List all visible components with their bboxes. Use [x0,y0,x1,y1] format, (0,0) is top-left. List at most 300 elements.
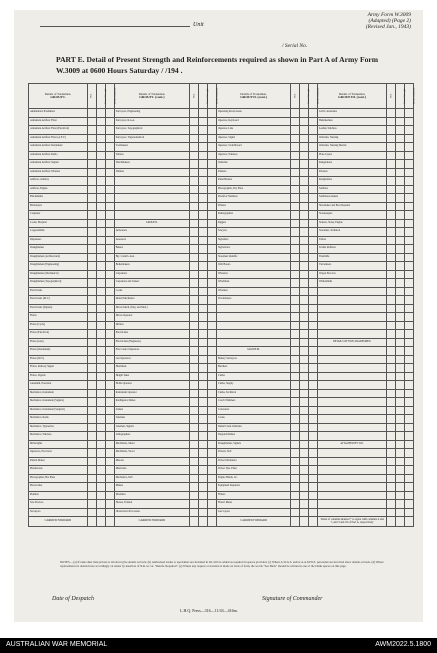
entry-cell[interactable] [387,228,396,237]
entry-cell[interactable] [87,194,96,203]
entry-cell[interactable] [96,432,105,441]
entry-cell[interactable] [300,355,309,364]
entry-cell[interactable] [208,355,217,364]
entry-cell[interactable] [396,372,405,381]
entry-cell[interactable] [309,236,318,245]
entry-cell[interactable] [105,177,114,186]
entry-cell[interactable] [291,457,300,466]
entry-cell[interactable] [190,287,199,296]
entry-cell[interactable] [87,330,96,339]
entry-cell[interactable] [396,347,405,356]
entry-cell[interactable] [199,202,208,211]
entry-cell[interactable] [190,440,199,449]
entry-cell[interactable] [96,415,105,424]
entry-cell[interactable] [87,372,96,381]
entry-cell[interactable] [208,253,217,262]
entry-cell[interactable] [309,270,318,279]
entry-cell[interactable] [105,245,114,254]
entry-cell[interactable] [190,500,199,509]
entry-cell[interactable] [199,364,208,373]
entry-cell[interactable] [300,398,309,407]
entry-cell[interactable] [396,364,405,373]
entry-cell[interactable] [387,245,396,254]
entry-cell[interactable] [300,262,309,271]
entry-cell[interactable] [291,219,300,228]
entry-cell[interactable] [387,517,396,527]
entry-cell[interactable] [105,253,114,262]
entry-cell[interactable] [208,517,217,527]
entry-cell[interactable] [199,236,208,245]
entry-cell[interactable] [405,168,414,177]
entry-cell[interactable] [96,347,105,356]
entry-cell[interactable] [105,406,114,415]
entry-cell[interactable] [300,228,309,237]
entry-cell[interactable] [300,279,309,288]
entry-cell[interactable] [190,491,199,500]
entry-cell[interactable] [96,160,105,169]
entry-cell[interactable] [199,372,208,381]
entry-cell[interactable] [208,279,217,288]
entry-cell[interactable] [309,228,318,237]
entry-cell[interactable] [199,211,208,220]
entry-cell[interactable] [300,466,309,475]
entry-cell[interactable] [105,398,114,407]
entry-cell[interactable] [199,415,208,424]
entry-cell[interactable] [190,517,199,527]
entry-cell[interactable] [291,296,300,305]
entry-cell[interactable] [199,389,208,398]
entry-cell[interactable] [291,262,300,271]
entry-cell[interactable] [396,338,405,347]
entry-cell[interactable] [208,236,217,245]
entry-cell[interactable] [300,474,309,483]
entry-cell[interactable] [190,279,199,288]
entry-cell[interactable] [208,321,217,330]
entry-cell[interactable] [396,168,405,177]
entry-cell[interactable] [105,491,114,500]
entry-cell[interactable] [300,109,309,118]
entry-cell[interactable] [396,491,405,500]
entry-cell[interactable] [300,372,309,381]
entry-cell[interactable] [96,491,105,500]
entry-cell[interactable] [105,160,114,169]
entry-cell[interactable] [208,177,217,186]
entry-cell[interactable] [199,313,208,322]
entry-cell[interactable] [96,253,105,262]
entry-cell[interactable] [291,117,300,126]
entry-cell[interactable] [208,304,217,313]
entry-cell[interactable] [309,296,318,305]
entry-cell[interactable] [190,177,199,186]
entry-cell[interactable] [300,449,309,458]
entry-cell[interactable] [396,253,405,262]
entry-cell[interactable] [87,457,96,466]
entry-cell[interactable] [199,304,208,313]
entry-cell[interactable] [387,321,396,330]
entry-cell[interactable] [405,262,414,271]
entry-cell[interactable] [300,364,309,373]
entry-cell[interactable] [387,406,396,415]
entry-cell[interactable] [96,279,105,288]
entry-cell[interactable] [300,508,309,517]
entry-cell[interactable] [96,202,105,211]
entry-cell[interactable] [300,117,309,126]
entry-cell[interactable] [105,270,114,279]
entry-cell[interactable] [208,109,217,118]
entry-cell[interactable] [199,270,208,279]
entry-cell[interactable] [190,406,199,415]
entry-cell[interactable] [387,160,396,169]
entry-cell[interactable] [96,168,105,177]
entry-cell[interactable] [96,466,105,475]
entry-cell[interactable] [309,508,318,517]
entry-cell[interactable] [300,381,309,390]
entry-cell[interactable] [396,117,405,126]
entry-cell[interactable] [405,236,414,245]
entry-cell[interactable] [405,432,414,441]
entry-cell[interactable] [291,440,300,449]
entry-cell[interactable] [190,338,199,347]
entry-cell[interactable] [199,177,208,186]
entry-cell[interactable] [190,143,199,152]
entry-cell[interactable] [87,406,96,415]
entry-cell[interactable] [87,432,96,441]
entry-cell[interactable] [291,228,300,237]
entry-cell[interactable] [96,364,105,373]
entry-cell[interactable] [309,313,318,322]
entry-cell[interactable] [96,313,105,322]
entry-cell[interactable] [291,185,300,194]
entry-cell[interactable] [190,296,199,305]
entry-cell[interactable] [96,338,105,347]
entry-cell[interactable] [87,321,96,330]
entry-cell[interactable] [405,338,414,347]
entry-cell[interactable] [396,134,405,143]
entry-cell[interactable] [105,508,114,517]
entry-cell[interactable] [300,321,309,330]
entry-cell[interactable] [387,185,396,194]
entry-cell[interactable] [300,500,309,509]
entry-cell[interactable] [96,355,105,364]
entry-cell[interactable] [96,500,105,509]
entry-cell[interactable] [105,211,114,220]
entry-cell[interactable] [387,364,396,373]
entry-cell[interactable] [105,228,114,237]
entry-cell[interactable] [87,270,96,279]
entry-cell[interactable] [199,160,208,169]
entry-cell[interactable] [387,134,396,143]
entry-cell[interactable] [300,219,309,228]
entry-cell[interactable] [405,313,414,322]
entry-cell[interactable] [87,466,96,475]
entry-cell[interactable] [96,457,105,466]
entry-cell[interactable] [291,347,300,356]
entry-cell[interactable] [405,415,414,424]
entry-cell[interactable] [396,296,405,305]
entry-cell[interactable] [190,364,199,373]
entry-cell[interactable] [300,296,309,305]
entry-cell[interactable] [291,109,300,118]
entry-cell[interactable] [105,109,114,118]
entry-cell[interactable] [105,194,114,203]
entry-cell[interactable] [309,398,318,407]
entry-cell[interactable] [396,483,405,492]
entry-cell[interactable] [208,423,217,432]
entry-cell[interactable] [96,406,105,415]
entry-cell[interactable] [405,134,414,143]
entry-cell[interactable] [405,296,414,305]
entry-cell[interactable] [405,364,414,373]
entry-cell[interactable] [291,304,300,313]
entry-cell[interactable] [208,440,217,449]
entry-cell[interactable] [405,143,414,152]
entry-cell[interactable] [208,134,217,143]
entry-cell[interactable] [105,440,114,449]
entry-cell[interactable] [396,236,405,245]
entry-cell[interactable] [96,134,105,143]
entry-cell[interactable] [105,389,114,398]
entry-cell[interactable] [199,483,208,492]
entry-cell[interactable] [387,262,396,271]
entry-cell[interactable] [291,287,300,296]
entry-cell[interactable] [190,262,199,271]
entry-cell[interactable] [87,168,96,177]
entry-cell[interactable] [291,500,300,509]
entry-cell[interactable] [387,194,396,203]
entry-cell[interactable] [190,134,199,143]
entry-cell[interactable] [405,202,414,211]
entry-cell[interactable] [387,109,396,118]
entry-cell[interactable] [208,313,217,322]
entry-cell[interactable] [105,355,114,364]
entry-cell[interactable] [291,517,300,527]
entry-cell[interactable] [405,321,414,330]
entry-cell[interactable] [105,338,114,347]
entry-cell[interactable] [190,219,199,228]
entry-cell[interactable] [105,457,114,466]
entry-cell[interactable] [105,117,114,126]
entry-cell[interactable] [105,423,114,432]
entry-cell[interactable] [87,389,96,398]
entry-cell[interactable] [387,253,396,262]
entry-cell[interactable] [199,151,208,160]
entry-cell[interactable] [300,211,309,220]
entry-cell[interactable] [300,253,309,262]
entry-cell[interactable] [396,287,405,296]
entry-cell[interactable] [190,109,199,118]
entry-cell[interactable] [396,508,405,517]
entry-cell[interactable] [300,313,309,322]
entry-cell[interactable] [405,185,414,194]
entry-cell[interactable] [396,185,405,194]
entry-cell[interactable] [208,415,217,424]
entry-cell[interactable] [87,500,96,509]
entry-cell[interactable] [87,440,96,449]
entry-cell[interactable] [199,508,208,517]
entry-cell[interactable] [300,389,309,398]
entry-cell[interactable] [208,219,217,228]
entry-cell[interactable] [291,279,300,288]
entry-cell[interactable] [309,423,318,432]
entry-cell[interactable] [387,219,396,228]
entry-cell[interactable] [87,202,96,211]
entry-cell[interactable] [208,168,217,177]
entry-cell[interactable] [291,483,300,492]
entry-cell[interactable] [190,415,199,424]
entry-cell[interactable] [105,330,114,339]
entry-cell[interactable] [190,449,199,458]
entry-cell[interactable] [105,347,114,356]
entry-cell[interactable] [190,194,199,203]
entry-cell[interactable] [396,440,405,449]
entry-cell[interactable] [96,330,105,339]
entry-cell[interactable] [87,338,96,347]
entry-cell[interactable] [309,500,318,509]
entry-cell[interactable] [396,262,405,271]
entry-cell[interactable] [387,296,396,305]
entry-cell[interactable] [300,491,309,500]
entry-cell[interactable] [405,389,414,398]
entry-cell[interactable] [300,168,309,177]
entry-cell[interactable] [309,406,318,415]
entry-cell[interactable] [300,287,309,296]
entry-cell[interactable] [96,185,105,194]
entry-cell[interactable] [199,500,208,509]
entry-cell[interactable] [309,151,318,160]
entry-cell[interactable] [309,160,318,169]
entry-cell[interactable] [309,245,318,254]
entry-cell[interactable] [208,449,217,458]
entry-cell[interactable] [300,194,309,203]
entry-cell[interactable] [208,151,217,160]
entry-cell[interactable] [208,211,217,220]
entry-cell[interactable] [405,194,414,203]
entry-cell[interactable] [199,432,208,441]
entry-cell[interactable] [199,423,208,432]
entry-cell[interactable] [387,338,396,347]
entry-cell[interactable] [405,126,414,135]
entry-cell[interactable] [199,185,208,194]
entry-cell[interactable] [291,245,300,254]
entry-cell[interactable] [199,321,208,330]
entry-cell[interactable] [199,347,208,356]
entry-cell[interactable] [309,364,318,373]
entry-cell[interactable] [87,415,96,424]
entry-cell[interactable] [396,151,405,160]
entry-cell[interactable] [190,347,199,356]
entry-cell[interactable] [387,236,396,245]
entry-cell[interactable] [199,143,208,152]
entry-cell[interactable] [309,355,318,364]
entry-cell[interactable] [190,508,199,517]
entry-cell[interactable] [405,228,414,237]
entry-cell[interactable] [208,117,217,126]
entry-cell[interactable] [396,474,405,483]
entry-cell[interactable] [396,389,405,398]
entry-cell[interactable] [208,270,217,279]
entry-cell[interactable] [105,262,114,271]
entry-cell[interactable] [405,500,414,509]
entry-cell[interactable] [300,415,309,424]
entry-cell[interactable] [405,466,414,475]
entry-cell[interactable] [208,338,217,347]
entry-cell[interactable] [199,134,208,143]
entry-cell[interactable] [405,457,414,466]
entry-cell[interactable] [300,423,309,432]
entry-cell[interactable] [199,457,208,466]
entry-cell[interactable] [105,381,114,390]
entry-cell[interactable] [190,321,199,330]
entry-cell[interactable] [309,262,318,271]
entry-cell[interactable] [190,151,199,160]
entry-cell[interactable] [87,355,96,364]
entry-cell[interactable] [300,134,309,143]
entry-cell[interactable] [300,245,309,254]
entry-cell[interactable] [87,398,96,407]
entry-cell[interactable] [309,143,318,152]
entry-cell[interactable] [309,177,318,186]
entry-cell[interactable] [387,508,396,517]
entry-cell[interactable] [387,202,396,211]
entry-cell[interactable] [208,372,217,381]
entry-cell[interactable] [387,423,396,432]
entry-cell[interactable] [105,313,114,322]
entry-cell[interactable] [405,117,414,126]
entry-cell[interactable] [396,381,405,390]
entry-cell[interactable] [396,304,405,313]
entry-cell[interactable] [300,236,309,245]
entry-cell[interactable] [309,466,318,475]
entry-cell[interactable] [300,160,309,169]
entry-cell[interactable] [396,500,405,509]
entry-cell[interactable] [190,423,199,432]
entry-cell[interactable] [105,432,114,441]
entry-cell[interactable] [300,347,309,356]
entry-cell[interactable] [387,313,396,322]
entry-cell[interactable] [309,279,318,288]
entry-cell[interactable] [387,126,396,135]
entry-cell[interactable] [199,245,208,254]
entry-cell[interactable] [300,330,309,339]
entry-cell[interactable] [405,381,414,390]
entry-cell[interactable] [300,457,309,466]
entry-cell[interactable] [405,508,414,517]
entry-cell[interactable] [87,185,96,194]
entry-cell[interactable] [105,219,114,228]
entry-cell[interactable] [291,194,300,203]
entry-cell[interactable] [309,474,318,483]
entry-cell[interactable] [291,202,300,211]
entry-cell[interactable] [309,389,318,398]
entry-cell[interactable] [291,449,300,458]
entry-cell[interactable] [405,109,414,118]
entry-cell[interactable] [105,517,114,527]
entry-cell[interactable] [199,355,208,364]
entry-cell[interactable] [87,296,96,305]
entry-cell[interactable] [87,117,96,126]
entry-cell[interactable] [190,432,199,441]
entry-cell[interactable] [96,126,105,135]
entry-cell[interactable] [387,500,396,509]
entry-cell[interactable] [96,236,105,245]
entry-cell[interactable] [190,355,199,364]
entry-cell[interactable] [387,279,396,288]
entry-cell[interactable] [208,381,217,390]
entry-cell[interactable] [309,449,318,458]
entry-cell[interactable] [387,415,396,424]
entry-cell[interactable] [291,270,300,279]
entry-cell[interactable] [291,177,300,186]
